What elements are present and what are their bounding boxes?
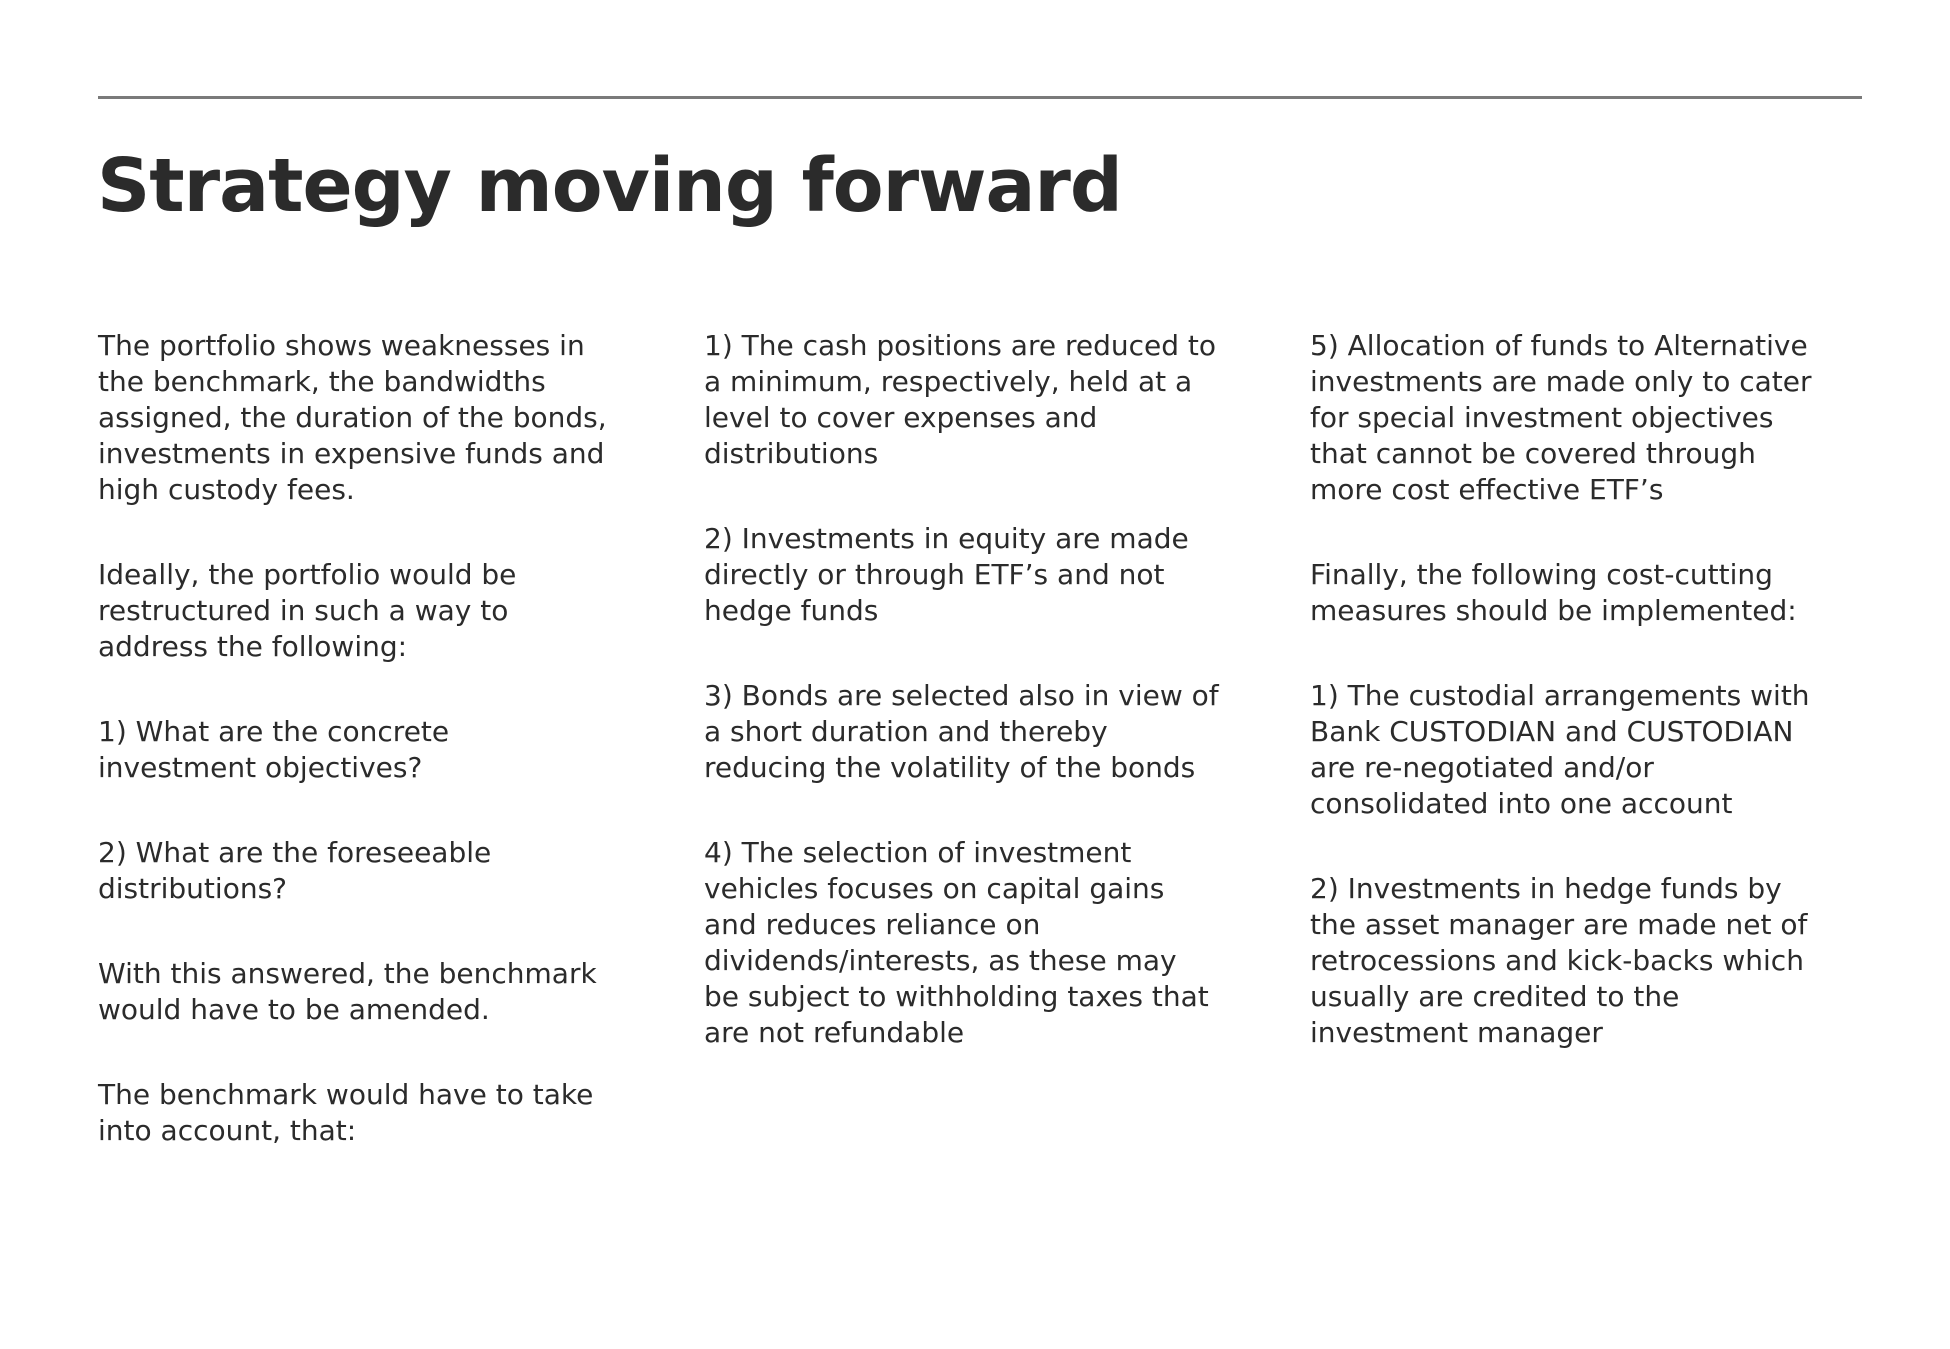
text-column-1 bbox=[98, 328, 658, 1149]
paragraph-point-3-bonds: 3) Bonds are selected also in view of a short duration and thereby reducing the volatility of the bonds bbox=[704, 679, 1219, 784]
paragraph-point-5-alternatives: 5) Allocation of funds to Alternative investments are made only to cater for special investment objectives that cannot be covered through more cost effective ETF’s bbox=[1310, 329, 1812, 506]
page-title: Strategy moving forward bbox=[97, 143, 1122, 229]
paragraph-benchmark-amended: With this answered, the benchmark would have to be amended. bbox=[98, 957, 597, 1026]
paragraph-point-1-cash: 1) The cash positions are reduced to a minimum, respectively, held at a level to cover expenses and distributions bbox=[704, 329, 1217, 470]
paragraph-weaknesses: The portfolio shows weaknesses in the benchmark, the bandwidths assigned, the duration of the bonds, investments in expensive funds and high custody fees. bbox=[98, 329, 607, 506]
paragraph-point-4-vehicles: 4) The selection of investment vehicles focuses on capital gains and reduces reliance on dividends/interests, as these may be subject to withholding taxes that are not refundable bbox=[704, 836, 1209, 1049]
text-column-3 bbox=[1310, 328, 1870, 1051]
text-column-2 bbox=[704, 328, 1264, 1051]
paragraph-question-1: 1) What are the concrete investment objectives? bbox=[98, 715, 450, 784]
paragraph-benchmark-account: The benchmark would have to take into account, that: bbox=[98, 1078, 594, 1147]
paragraph-restructure: Ideally, the portfolio would be restructured in such a way to address the following: bbox=[98, 558, 517, 663]
top-divider bbox=[98, 96, 1862, 99]
paragraph-point-2-equity: 2) Investments in equity are made directly or through ETF’s and not hedge funds bbox=[704, 522, 1189, 627]
paragraph-cost-cutting: Finally, the following cost-cutting measures should be implemented: bbox=[1310, 558, 1797, 627]
paragraph-question-2: 2) What are the foreseeable distributions? bbox=[98, 836, 492, 905]
paragraph-measure-1-custodial: 1) The custodial arrangements with Bank CUSTODIAN and CUSTODIAN are re-negotiated and/or consolidated into one account bbox=[1310, 679, 1810, 820]
paragraph-measure-2-hedge-funds: 2) Investments in hedge funds by the asset manager are made net of retrocessions and kick-backs which usually are credited to the investment manager bbox=[1310, 872, 1808, 1049]
